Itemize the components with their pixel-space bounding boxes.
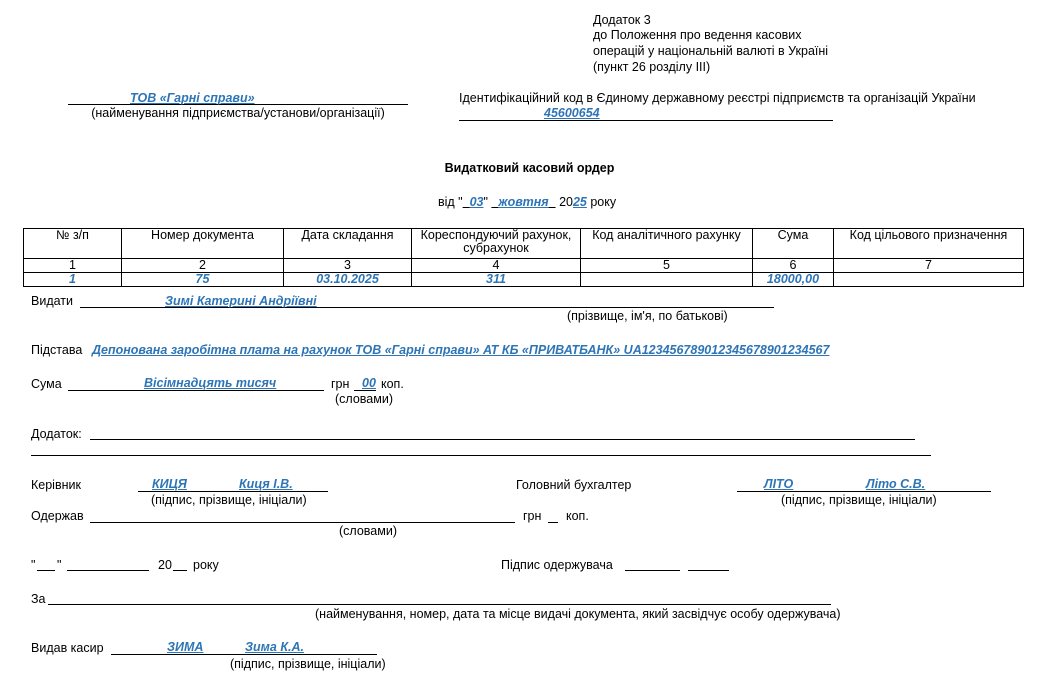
edrpou-label: Ідентифікаційний код в Єдиному державному реєстрі підприємств та організацій України <box>459 91 976 105</box>
amount-caption: (словами) <box>335 392 393 406</box>
chief-accountant-caption: (підпис, прізвище, ініціали) <box>781 493 937 507</box>
receipt-year-underline[interactable] <box>173 570 187 571</box>
issue-caption: (прізвище, ім'я, по батькові) <box>567 309 728 323</box>
table-header: Кореспондуючий рахунок, субрахунок <box>412 229 581 259</box>
chief-accountant-label: Головний бухгалтер <box>516 478 632 492</box>
amount-kop-underline <box>354 390 376 391</box>
table-header: Номер документа <box>122 229 284 259</box>
cell-account[interactable]: 311 <box>412 273 581 287</box>
order-date <box>438 195 616 209</box>
table-header-row <box>24 229 1024 259</box>
table-number-row <box>24 259 1024 273</box>
director-signature[interactable]: КИЦЯ <box>152 477 187 491</box>
date-quote: " <box>483 195 488 209</box>
table-header: Сума <box>753 229 834 259</box>
cashier-label: Видав касир <box>31 641 104 655</box>
date-month[interactable]: жовтня <box>498 195 549 209</box>
attachment-line-2[interactable] <box>31 455 931 456</box>
column-number: 5 <box>581 259 753 273</box>
cell-date[interactable]: 03.10.2025 <box>284 273 412 287</box>
cashier-signature[interactable]: ЗИМА <box>167 640 204 654</box>
column-number: 7 <box>834 259 1024 273</box>
for-underline[interactable] <box>48 604 831 605</box>
director-label: Керівник <box>31 478 81 492</box>
director-name[interactable]: Киця І.В. <box>239 477 293 491</box>
date-year-suffix[interactable]: 25 <box>572 195 587 209</box>
appendix-line-3: операцій у національній валюті в Україні <box>593 44 829 58</box>
receipt-day-underline[interactable] <box>37 570 55 571</box>
appendix-line-1: Додаток 3 <box>593 13 651 27</box>
cashier-caption: (підпис, прізвище, ініціали) <box>230 657 386 671</box>
received-caption: (словами) <box>339 524 397 538</box>
table-header: Код цільового призначення <box>834 229 1024 259</box>
attachment-line-1[interactable] <box>90 439 915 440</box>
appendix-line-4: (пункт 26 розділу ІІІ) <box>593 60 711 74</box>
amount-kop[interactable]: 00 <box>362 376 376 390</box>
receipt-year-word: року <box>193 558 219 572</box>
company-name[interactable]: ТОВ «Гарні справи» <box>130 91 255 105</box>
cell-row-number[interactable]: 1 <box>24 273 122 287</box>
issue-recipient-name[interactable]: Зимі Катерині Андріївні <box>165 294 317 308</box>
appendix-line-2: до Положення про ведення касових <box>593 28 802 42</box>
amount-label: Сума <box>31 377 62 391</box>
date-prefix: від " <box>438 195 463 209</box>
receipt-date-close-quote: " <box>57 558 62 572</box>
amount-kop-label: коп. <box>381 377 404 391</box>
amount-underline <box>68 390 324 391</box>
received-kop-label: коп. <box>566 509 589 523</box>
table-header: Дата складання <box>284 229 412 259</box>
for-caption: (найменування, номер, дата та місце видачі документа, який засвідчує особу одержувача) <box>315 607 841 621</box>
cell-amount[interactable]: 18000,00 <box>753 273 834 287</box>
edrpou-code[interactable]: 45600654 <box>544 106 600 120</box>
cashier-underline <box>111 654 377 655</box>
order-table <box>23 228 1024 287</box>
received-label: Одержав <box>31 509 84 523</box>
cell-document-number[interactable]: 75 <box>122 273 284 287</box>
document-title: Видатковий касовий ордер <box>444 161 615 175</box>
column-number: 6 <box>753 259 834 273</box>
cashier-name[interactable]: Зима К.А. <box>245 640 304 654</box>
date-year-word: року <box>590 195 617 209</box>
table-header: Код аналітичного рахунку <box>581 229 753 259</box>
column-number: 1 <box>24 259 122 273</box>
column-number: 3 <box>284 259 412 273</box>
basis-text[interactable]: Депонована заробітна плата на рахунок ТОВ «Гарні справи» АТ КБ «ПРИВАТБАНК» UA123456789012345678901234567 <box>92 343 830 357</box>
date-year-prefix: 20 <box>559 195 573 209</box>
received-currency: грн <box>523 509 542 523</box>
chief-accountant-underline <box>737 491 991 492</box>
column-number: 4 <box>412 259 581 273</box>
receipt-month-underline[interactable] <box>67 570 149 571</box>
cell-purpose-code[interactable] <box>834 273 1024 287</box>
table-row <box>24 273 1024 287</box>
chief-accountant-signature[interactable]: ЛІТО <box>764 477 794 491</box>
column-number: 2 <box>122 259 284 273</box>
amount-currency: грн <box>331 377 350 391</box>
basis-label: Підстава <box>31 343 83 357</box>
receipt-date-open-quote: " <box>31 558 36 572</box>
edrpou-underline <box>459 120 833 121</box>
recipient-signature-label: Підпис одержувача <box>501 558 613 572</box>
recipient-signature-line-1[interactable] <box>625 570 680 571</box>
for-label: За <box>31 592 46 606</box>
amount-words[interactable]: Вісімнадцять тисяч <box>144 376 277 390</box>
issue-label: Видати <box>31 294 73 308</box>
receipt-year-prefix: 20 <box>158 558 172 572</box>
date-day[interactable]: 03 <box>469 195 484 209</box>
received-underline[interactable] <box>90 522 515 523</box>
recipient-signature-line-2[interactable] <box>688 570 729 571</box>
company-caption: (найменування підприємства/установи/організації) <box>91 106 385 120</box>
director-caption: (підпис, прізвище, ініціали) <box>151 493 307 507</box>
table-header: № з/п <box>24 229 122 259</box>
chief-accountant-name[interactable]: Літо С.В. <box>866 477 926 491</box>
cell-analytic-code[interactable] <box>581 273 753 287</box>
attachment-label: Додаток: <box>31 427 82 441</box>
received-kop-underline[interactable] <box>548 522 558 523</box>
